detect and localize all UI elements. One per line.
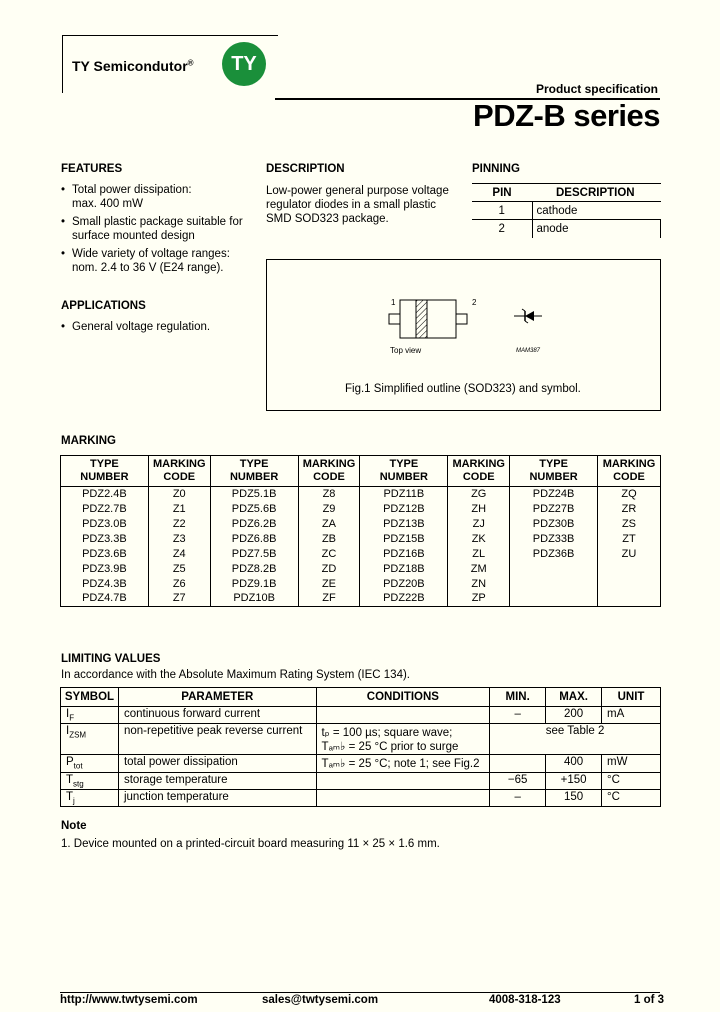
code-cell: ZP — [448, 592, 510, 607]
min-cell: – — [490, 707, 546, 724]
type-cell: PDZ15B — [360, 532, 448, 547]
code-cell: Z4 — [148, 547, 210, 562]
list-item: • Small plastic package suitable for surface mounted design — [61, 215, 261, 243]
type-cell: PDZ3.9B — [61, 562, 149, 577]
code-header: MARKING CODE — [597, 456, 660, 487]
type-cell: PDZ6.8B — [210, 532, 298, 547]
ty-logo: TY — [222, 42, 266, 86]
type-cell: PDZ13B — [360, 517, 448, 532]
pin1-label: 1 — [391, 298, 396, 307]
type-cell — [510, 562, 598, 577]
page-number: 1 of 3 — [634, 994, 665, 1006]
figure-caption: Fig.1 Simplified outline (SOD323) and symbol. — [345, 383, 581, 395]
see-table-cell: see Table 2 — [490, 724, 661, 755]
unit-cell: °C — [602, 772, 661, 789]
type-cell: PDZ36B — [510, 547, 598, 562]
top-view-label: Top view — [390, 346, 422, 355]
type-header: TYPE NUMBER — [61, 456, 149, 487]
marking-table — [60, 455, 661, 607]
applications-list — [61, 320, 261, 338]
description-text: Low-power general purpose voltage regulator diodes in a small plastic SMD SOD323 package. — [266, 185, 449, 225]
min-cell — [490, 755, 546, 772]
type-cell: PDZ12B — [360, 502, 448, 517]
list-item: • Wide variety of voltage ranges: nom. 2.4 to 36 V (E24 range). — [61, 247, 261, 275]
limiting-heading: LIMITING VALUES — [61, 653, 161, 665]
type-cell: PDZ20B — [360, 577, 448, 592]
limiting-table — [60, 687, 661, 807]
min-cell: −65 — [490, 772, 546, 789]
pin-col-header: PIN — [472, 184, 532, 202]
code-cell — [597, 562, 660, 577]
max-cell: 150 — [546, 789, 602, 806]
footer-email[interactable]: sales@twtysemi.com — [262, 994, 379, 1006]
symbol-cell: $T_j$ — [61, 789, 119, 806]
table-row — [61, 532, 661, 547]
table-row — [61, 517, 661, 532]
code-cell — [597, 577, 660, 592]
unit-cell: mA — [602, 707, 661, 724]
type-cell: PDZ2.4B — [61, 487, 149, 502]
table-row: 2 anode — [472, 220, 661, 238]
type-cell: PDZ30B — [510, 517, 598, 532]
footer-url[interactable]: http://www.twtysemi.com — [60, 994, 198, 1006]
code-cell: ZJ — [448, 517, 510, 532]
footer-phone: 4008-318-123 — [489, 994, 561, 1006]
code-cell: ZK — [448, 532, 510, 547]
type-cell: PDZ3.6B — [61, 547, 149, 562]
code-cell: Z2 — [148, 517, 210, 532]
table-row — [61, 755, 661, 772]
conditions-cell — [316, 772, 490, 789]
table-row — [61, 707, 661, 724]
type-cell: PDZ11B — [360, 487, 448, 502]
type-header: TYPE NUMBER — [360, 456, 448, 487]
type-cell: PDZ7.5B — [210, 547, 298, 562]
code-cell: Z7 — [148, 592, 210, 607]
limiting-subheading: In accordance with the Absolute Maximum Rating System (IEC 134). — [61, 669, 410, 681]
code-cell: Z5 — [148, 562, 210, 577]
applications-heading: APPLICATIONS — [61, 300, 146, 312]
table-row — [61, 577, 661, 592]
type-cell: PDZ27B — [510, 502, 598, 517]
code-cell: ZF — [298, 592, 360, 607]
code-cell: Z8 — [298, 487, 360, 502]
code-cell: ZR — [597, 502, 660, 517]
code-cell: ZS — [597, 517, 660, 532]
table-row — [61, 772, 661, 789]
symbol-cell: $T_{stg}$ — [61, 772, 119, 789]
type-header: TYPE NUMBER — [510, 456, 598, 487]
type-cell: PDZ33B — [510, 532, 598, 547]
symbol-cell: $P_{tot}$ — [61, 755, 119, 772]
code-cell: ZN — [448, 577, 510, 592]
type-cell: PDZ4.3B — [61, 577, 149, 592]
table-row — [61, 487, 661, 502]
parameter-cell: storage temperature — [118, 772, 316, 789]
table-row — [61, 547, 661, 562]
type-cell: PDZ3.0B — [61, 517, 149, 532]
unit-cell: mW — [602, 755, 661, 772]
code-cell: ZA — [298, 517, 360, 532]
type-cell: PDZ3.3B — [61, 532, 149, 547]
figure-code: MAM387 — [516, 348, 541, 354]
code-cell: ZT — [597, 532, 660, 547]
type-cell: PDZ10B — [210, 592, 298, 607]
parameter-cell: total power dissipation — [118, 755, 316, 772]
code-cell: Z1 — [148, 502, 210, 517]
code-header: MARKING CODE — [148, 456, 210, 487]
type-cell — [510, 592, 598, 607]
code-cell: ZC — [298, 547, 360, 562]
type-cell: PDZ8.2B — [210, 562, 298, 577]
code-cell: ZG — [448, 487, 510, 502]
note-heading: Note — [61, 820, 87, 832]
desc-col-header: DESCRIPTION — [532, 184, 661, 202]
code-cell: ZU — [597, 547, 660, 562]
table-row — [61, 789, 661, 806]
code-cell: ZB — [298, 532, 360, 547]
parameter-cell: non-repetitive peak reverse current — [118, 724, 316, 755]
code-cell: Z9 — [298, 502, 360, 517]
type-cell: PDZ18B — [360, 562, 448, 577]
type-cell: PDZ6.2B — [210, 517, 298, 532]
marking-heading: MARKING — [61, 435, 116, 447]
type-header: TYPE NUMBER — [210, 456, 298, 487]
code-cell: Z6 — [148, 577, 210, 592]
page-title: PDZ-B series — [473, 98, 660, 133]
code-cell: ZE — [298, 577, 360, 592]
table-row: 1 cathode — [472, 202, 661, 220]
list-item: • Total power dissipation: max. 400 mW — [61, 183, 261, 211]
pinning-heading: PINNING — [472, 163, 520, 175]
conditions-cell: tₚ = 100 µs; square wave; Tₐₘ♭ = 25 °C prior to surge — [316, 724, 490, 755]
footer-rule — [60, 992, 660, 993]
pinning-table — [472, 183, 661, 238]
table-row — [61, 724, 661, 755]
code-cell: ZH — [448, 502, 510, 517]
max-cell: +150 — [546, 772, 602, 789]
type-cell: PDZ9.1B — [210, 577, 298, 592]
type-cell: PDZ22B — [360, 592, 448, 607]
symbol-cell: $I_F$ — [61, 707, 119, 724]
code-cell — [597, 592, 660, 607]
code-cell: ZQ — [597, 487, 660, 502]
pin2-label: 2 — [472, 298, 477, 307]
max-cell: 400 — [546, 755, 602, 772]
min-cell: – — [490, 789, 546, 806]
description-heading: DESCRIPTION — [266, 163, 345, 175]
type-cell: PDZ2.7B — [61, 502, 149, 517]
parameter-cell: junction temperature — [118, 789, 316, 806]
table-row — [61, 592, 661, 607]
type-cell — [510, 577, 598, 592]
parameter-cell: continuous forward current — [118, 707, 316, 724]
code-cell: ZD — [298, 562, 360, 577]
type-cell: PDZ4.7B — [61, 592, 149, 607]
list-item: • General voltage regulation. — [61, 320, 261, 334]
table-row — [61, 502, 661, 517]
code-cell: Z3 — [148, 532, 210, 547]
note-text: 1. Device mounted on a printed-circuit board measuring 11 × 25 × 1.6 mm. — [61, 838, 440, 850]
symbol-cell: $I_{ZSM}$ — [61, 724, 119, 755]
features-heading: FEATURES — [61, 163, 123, 175]
code-header: MARKING CODE — [448, 456, 510, 487]
features-list — [61, 183, 261, 279]
max-cell: 200 — [546, 707, 602, 724]
conditions-cell — [316, 789, 490, 806]
conditions-cell: Tₐₘ♭ = 25 °C; note 1; see Fig.2 — [316, 755, 490, 772]
type-cell: PDZ16B — [360, 547, 448, 562]
type-cell: PDZ5.6B — [210, 502, 298, 517]
company-name: TY Semicondutor® — [72, 58, 194, 74]
table-row — [61, 562, 661, 577]
code-cell: ZM — [448, 562, 510, 577]
type-cell: PDZ24B — [510, 487, 598, 502]
spec-label: Product specification — [535, 82, 658, 96]
marking-header-row — [61, 456, 661, 487]
unit-cell: °C — [602, 789, 661, 806]
conditions-cell — [316, 707, 490, 724]
type-cell: PDZ5.1B — [210, 487, 298, 502]
code-header: MARKING CODE — [298, 456, 360, 487]
code-cell: ZL — [448, 547, 510, 562]
code-cell: Z0 — [148, 487, 210, 502]
limiting-header-row: SYMBOL PARAMETER CONDITIONS MIN. MAX. UNIT — [61, 688, 661, 707]
